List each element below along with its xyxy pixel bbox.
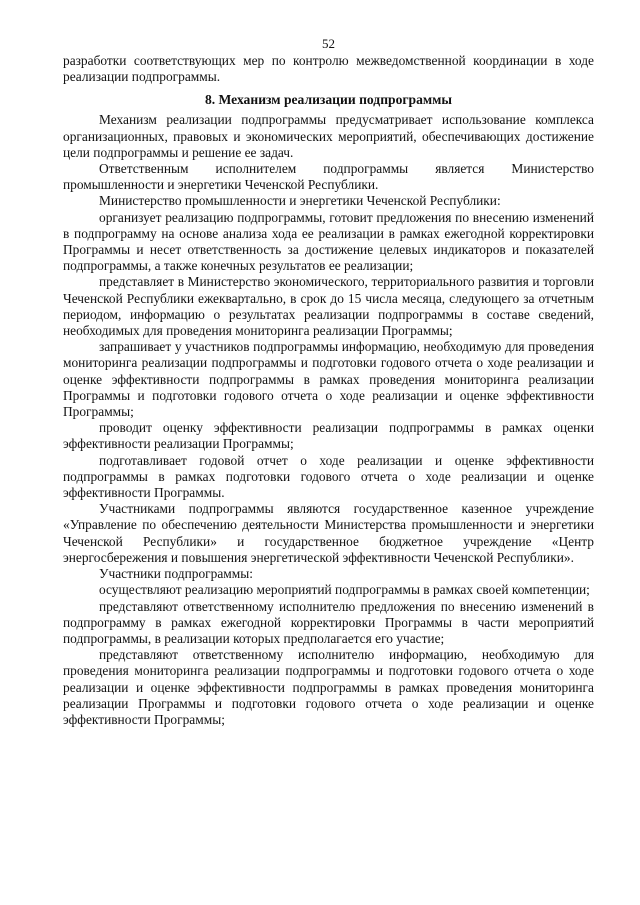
- paragraph-requests-info: запрашивает у участников подпрограммы информацию, необходимую для проведения мониторинга реализации подпрограммы и подготовки годового отчета о ходе реализации и оценке эффективности подпрограммы в рамках проведения мониторинга реализации Программы и подготовки годового отчета о ходе реализации и оценке эффективности Программы;: [63, 339, 594, 420]
- paragraph-submit-proposals: представляют ответственному исполнителю предложения по внесению изменений в подпрограмму в рамках ежегодной корректировки Программы в части мероприятий подпрограммы, в реализации которых предполагается его участие;: [63, 598, 594, 646]
- paragraph-organizes: организует реализацию подпрограммы, готовит предложения по внесению изменений в подпрограмму на основе анализа хода ее реализации в рамках ежегодной корректировки Программы и несет ответственность за достижение целевых индикаторов и показателей подпрограммы, а также конечных результатов ее реализации;: [63, 209, 594, 274]
- intro-paragraph: разработки соответствующих мер по контролю межведомственной координации в ходе реализации подпрограммы.: [63, 53, 594, 85]
- paragraph-implement-measures: осуществляют реализацию мероприятий подпрограммы в рамках своей компетенции;: [99, 582, 590, 598]
- paragraph-evaluates: проводит оценку эффективности реализации подпрограммы в рамках оценки эффективности реализации Программы;: [63, 420, 594, 452]
- paragraph-responsible-executor: Ответственным исполнителем подпрограммы является Министерство промышленности и энергетики Чеченской Республики.: [63, 161, 594, 193]
- paragraph-mechanism: Механизм реализации подпрограммы предусматривает использование комплекса организационных, правовых и экономических мероприятий, обеспечивающих достижение цели подпрограммы и решение ее задач.: [63, 112, 594, 160]
- section-heading: 8. Механизм реализации подпрограммы: [204, 92, 453, 108]
- paragraph-submits-quarterly: представляет в Министерство экономического, территориального развития и торговли Чеченской Республики ежеквартально, в срок до 15 числа месяца, следующего за отчетным периодом, информацию о результатах реализации подпрограммы в составе сведений, необходимых для проведения мониторинга реализации Программы;: [63, 274, 594, 339]
- page-number: 52: [322, 36, 335, 51]
- document-page: [63, 36, 594, 728]
- paragraph-annual-report: подготавливает годовой отчет о ходе реализации и оценке эффективности подпрограммы в рамках подготовки годового отчета о ходе реализации и оценке эффективности Программы.: [63, 452, 594, 501]
- paragraph-ministry-intro: Министерство промышленности и энергетики Чеченской Республики:: [99, 193, 501, 209]
- paragraph-participants-intro: Участники подпрограммы:: [99, 566, 253, 582]
- paragraph-submit-information: представляют ответственному исполнителю информацию, необходимую для проведения мониторинга реализации подпрограммы и подготовки годового отчета о ходе реализации и оценке эффективности подпрограммы в рамках проведения мониторинга реализации Программы и подготовки годового отчета о ходе реализации и оценке эффективности Программы;: [63, 647, 594, 727]
- paragraph-participants-list: Участниками подпрограммы являются государственное казенное учреждение «Управление по обеспечению деятельности Министерства промышленности и энергетики Чеченской Республики» и государственное бюджетное учреждение «Центр энергосбережения и повышения энергетической эффективности Чеченской Республики».: [63, 501, 594, 565]
